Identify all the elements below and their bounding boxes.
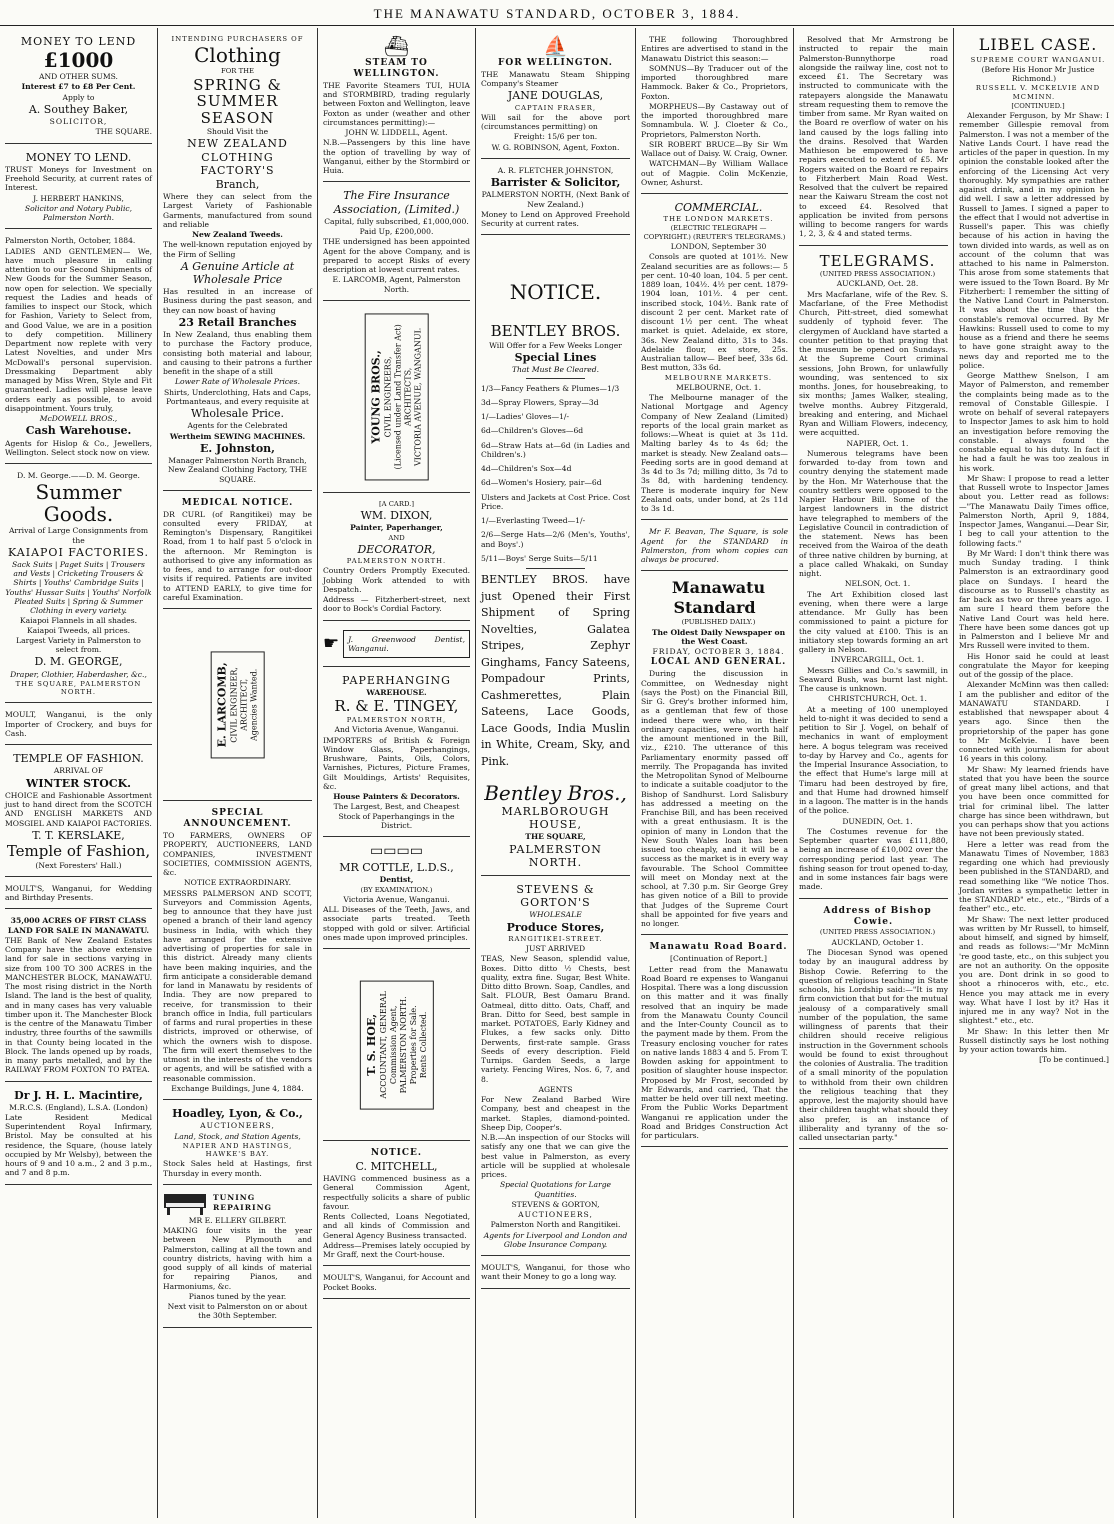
card-line: Rents Collected. [418,1011,428,1079]
card-line: YOUNG BROS., [369,350,383,444]
genuine: A Genuine Article at Wholesale Price [180,259,295,286]
for-the: FOR THE [221,67,254,76]
cottle: MR COTTLE, L.D.S., [339,861,454,875]
card-line: Agencies Wanted. [249,669,259,742]
mitchell-notice: NOTICE. [370,1148,423,1159]
money-amount: £1000 [43,48,114,73]
dentist: Dentist, [379,875,414,885]
road-continued [799,28,948,246]
ladies-warehouse: Cash Warehouse. [25,424,132,438]
next-text: Mr Shaw: The next letter produced was written by Mr Russell, to himself, about himself, and signed by himself, and reads as follows:—"Mr McMinn 're good taste, etc., on this subject you are not an authority. On the opposite you are. Dont drink in so good to shoot a rhinoceros with, etc., etc. Hence you may attack me in every way. What have I lost by it? Has it injured me in any way? Not in the slightest." etc., etc. [959,914,1109,1026]
intro-text: Resolved that Mr Armstrong be instructed to repair the main Palmerston-Bunnythorpe road alongside the railway line, cost not to exceed £1. The Secretary was instructed to communicate with the ratepayers alongside the Manawatu stream requesting them to remove the timber from same. Mr Ryan waited on the Board re overflow of water on his land caused by the logs falling into the drains. Resolved that Warden Mathieson be empowered to have repairs executed to extent of £5. Mr Rogers waited on the Board re repairs to Fitzherbert Main Road West. Resolved that the culvert be repaired near the Kaiwaru Stream the cost not to exceed £4. Resolved that application be invited from persons willing to become rangers for wards 1, 2, 3, & 4 and stated terms. [799,35,948,239]
ladies-ad [5,229,152,464]
moult2-text: MOULT'S, Wanganui, for Wedding and Birthday Presents. [5,883,152,902]
letter-text: Here a letter was read from the Manawatu Times of November, 1883 regarding one which had previously been published in the STANDARD, and read something like "We notice Thos. Jordan writes a sympathetic letter in the STANDARD" etc., etc., "Birds of a feather" etc., etc. [959,839,1109,914]
card-line: ARCHITECTS, [403,367,413,427]
published: (PUBLISHED DAILY.) [681,618,756,627]
decorator: DECORATOR, [357,542,436,556]
line-6: 6d—Women's Hosiery, pair—6d [481,478,602,488]
temple-stock: WINTER STOCK. [26,776,131,790]
macintire-ad [5,1082,152,1185]
sailing-ship-icon: ⛵ [543,34,568,58]
johnston: E. Johnston, [199,441,276,455]
fire-agent: E. LARCOMB, Agent, Palmerston North. [332,275,461,294]
temple-name: T. T. KERSLAKE, [32,828,125,842]
ladies-agents: Agents for Hislop & Co., Jewellers, Wellington. Select stock now on view. [5,438,152,457]
arrived: JUST ARRIVED [525,944,586,954]
next-visit: Next visit to Palmerston on or about the 30th September. [167,1302,308,1321]
standard-header [641,571,788,935]
barrister-ad [481,159,630,235]
nb-text: N.B.—An inspection of our Stocks will satisfy any one that we can give the best value in Palmerston, as every article will be supplied at wholesale prices. [481,1133,630,1180]
moult3: MOULT'S, Wanganui, for Account and Pocket Books. [323,1273,470,1292]
barrister-place: PALMERSTON NORTH, (Next Bank of New Zealand.) [481,190,630,209]
lower: Lower Rate of Wholesale Prices. [174,377,300,387]
branches-text: In New Zealand, thus enabling them to purchase the Factory produce, consisting both material and labour, and causing to their patrons a further benefit in the shape of a still [163,330,312,377]
gilbert-ad [163,1185,312,1328]
road-board [641,935,788,1147]
card-line: PALMERSTON NORTH. [398,996,408,1094]
foxton-ad [481,28,630,159]
line-0: 1/3—Fancy Feathers & Plumes—1/3 [481,383,620,393]
mac-text: Late Resident Medical Superintendent Royal Infirmary, Bristol. May be consulted at his residence, the Square, (house lately occupied by Mr Welsby), between the hours of 9 and 10 a.m., 2 and 3 p.m., and 7 and 8 p.m. [5,1112,152,1178]
visit: Should Visit the [206,127,269,137]
land-text: THE Bank of New Zealand Estates Company have the above extensive land for sale in sections varying in size from 100 TO 300 ACRES in the MANCHESTER BLOCK, MANAWATU. The most rising district in the North Island. The land is the best of quality, and in many cases has very valuable timber upon it. The Manchester Block is the centre of the Manawatu Timber industry, three fourths of the sawmills in that County being located in the Block. The lands opened up by roads, in many parts metalled, and by the RAILWAY FROM FOXTON TO PATEA. [5,935,152,1075]
dixon-address: Address — Fitzherbert-street, next door to Bock's Cordial Factory. [323,595,470,614]
mitchell: C. MITCHELL, [355,1160,438,1174]
temple-text: CHOICE and Fashionable Assortment just to hand direct from the SCOTCH AND ENGLISH MARKETS AND MOSGIEL AND KAIAPOI FACTORIES. [5,790,152,828]
season: SPRING & SUMMER SEASON [193,75,282,127]
steam-text: THE Favorite Steamers TUI, HUIA and STORMBIRD, trading regularly between Foxton and Wellington, leave Foxton as under (weather and other circumstances permitting):— [323,80,470,127]
hoe-card [323,949,470,1141]
summer-ad [5,464,152,703]
gilbert: MR E. ELLERY GILBERT. [188,1215,287,1225]
piano-icon [163,1191,207,1215]
invercargill-text: Messrs Gillies and Co.'s sawmill, in Seaward Bush, was burnt last night. The cause is unknown. [799,665,948,694]
line-10: 5/11—Boys' Serge Suits—5/11 [481,553,598,563]
johnston-name: A. R. FLETCHER JOHNSTON, [497,165,614,175]
steamer-icon: ⛴ [383,34,410,58]
dixon-place: PALMERSTON NORTH. [346,557,447,565]
special-to: TO FARMERS, OWNERS OF PROPERTY, AUCTIONEERS, LAND COMPANIES, INVESTMENT SOCIETIES, COMMISSION AGENTS, &c. [163,831,312,878]
ward-text: By Mr Ward: I don't think there was much Sunday trading. I think Palmerston is an extraordinary good place on Sundays. I heard the discourse as to Russell's chastity as far back as two or three years ago. I am sure I heard them before the Native Land Court was held here. There have been some dances got up in Palmerston and I believe Mr and Mrs Russell were invited to them. [959,548,1109,651]
tingey: R. & E. TINGEY, [334,697,459,716]
moult4: MOULT'S, Wanganui, for those who want their Money to go a long way. [481,1263,630,1282]
sg-role: AUCTIONEERS, [518,1210,593,1220]
hoadley-place: NAPIER AND HASTINGS, HAWKE'S BAY. [182,1141,293,1159]
shirts: Shirts, Underclothing, Hats and Caps, Portmanteaus, and every requisite at [163,387,312,406]
money-name: A. Southey Baker, [28,102,129,116]
dentist-sign: J. Greenwood Dentist, Wanganui. [343,630,470,659]
medical-ad [163,491,312,609]
gilbert-text: MAKING four visits in the year between New Plymouth and Palmerston, calling at all the town and country districts, having with him a good supply of all kinds of material for repairing Pianos, and Harmoniums, &c. [163,1226,312,1291]
temple-arrival: ARRIVAL OF [53,766,104,776]
wertheim: Wertheim SEWING MACHINES. [169,431,306,441]
bruce: SIR ROBERT BRUCE—By Sir Wm Wallace out of Daisy. W. Craig, Owner. [641,139,788,158]
line-7: Ulsters and Jackets at Cost Price. Cost Price. [481,492,630,511]
column-6 [794,28,954,1518]
intending: INTENDING PURCHASERS OF [171,35,304,43]
column-2 [158,28,318,1518]
card-line: CIVIL ENGINEERS, [383,356,393,438]
moult2-ad [5,877,152,910]
auckland-text: Mrs Macfarlane, wife of the Rev. S. Macfarlane, of the Free Methodist Church, Pitt-street, died somewhat suddenly of typhoid fever. The clergymen of Auckland have started a counter petition to that praying that the museum be opened on Sundays. At the Supreme Court criminal sessions, John Brown, for unlawfully wounding, was sentenced to six months. Jones, for housebreaking, to six months; James Walker, stealing, twelve months. Aubrey Fitzgerald, breaking and entering, and Michael Ryan and William Flowers, indecency, were acquitted. [799,289,948,438]
cottle-ad [323,837,470,949]
ladies-date: Palmerston North, October, 1884. [5,236,136,246]
continued: [CONTINUED.] [1011,101,1065,110]
liddell: JOHN W. LIDDELL, Agent. [345,128,448,138]
money-ad [5,28,152,144]
continuation: [Continuation of Report.] [670,954,767,964]
special-date: Exchange Buildings, June 4, 1884. [171,1083,304,1093]
pointing-hand-icon: ☛ [323,632,340,654]
teeth-icon: ▭▭▭▭ [370,843,423,859]
medical-title: MEDICAL NOTICE. [181,497,294,508]
george-place: THE SQUARE, PALMERSTON NORTH. [15,679,142,697]
land-ad [5,909,152,1081]
london-markets: THE LONDON MARKETS. [663,215,774,224]
honor-text: His Honor said he could at least congratulate the Mayor for keeping out of the gossip of the place. [959,651,1109,680]
dixon: WM. DIXON, [360,509,433,523]
cottle-text: ALL Diseases of the Teeth, Jaws, and associate parts treated. Teeth stopped with gold or silver. Artificial ones made upon improved principles. [323,905,470,942]
wholesale: WHOLESALE [529,910,582,920]
special-ad [163,801,312,1100]
libel-title: LIBEL CASE. [978,35,1098,54]
young-card [323,301,470,493]
money-title: MONEY TO LEND [20,35,137,48]
bentley-notice: NOTICE. [509,280,602,305]
money-place: THE SQUARE. [95,127,152,137]
cottle-place: Victoria Avenue, Wanganui. [343,894,450,904]
sg-agents: Agents for Liverpool and London and Globe Insurance Company. [483,1230,628,1249]
line-3: 6d—Children's Gloves—6d [481,426,584,436]
special-title: SPECIAL ANNOUNCEMENT. [183,808,292,830]
special-text: MESSRS PALMERSON AND SCOTT, Surveyors and Commission Agents, beg to announce that they have just opened a branch of their land agency business in India, with which they have arranged for the extensive advertising of properties for sale in this district. Already many clients have been making inquiries, and the firm anticipate a considerable demand for land in Manawatu by residents of India. They are now prepared to receive, for transmission to their branch office in India, full particulars of farms and rural properties in these districts, improved or otherwise, of which the owners wish to dispose. The firm will exert themselves to the utmost in the interests of the vendors or agents, and will be satisfied with a reasonable commission. [163,888,312,1083]
somnus: SOMNUS—By Traducer out of the imported thoroughbred mare Hammock. Baker & Co., Proprietors, Foxton. [641,63,788,101]
robinson: W. G. ROBINSON, Agent, Foxton. [491,142,620,152]
to-be-continued: [To be continued.] [1039,1055,1109,1065]
card-line: Properties for Sale. [408,1005,418,1085]
address-assoc: (UNITED PRESS ASSOCIATION.) [819,928,936,937]
local-text: During the discussion in Committee, on Wednesday night (says the Post) on the Financial Bill, Sir G. Grey's brother informed him, as a gentleman that few of those indeed there were who, in their ordinary capacities, were worth half the amount mentioned in the Bill, viz., £210. The utterance of this Parliamentary enormity passed off merrily. The Propaganda has invited the Metropolitan Synod of Melbourne to indicate a suitable coadjutor to the Bishop of Sandhurst. Lord Salisbury has addressed a meeting on the Franchise Bill, and has been received with a great enthusiasm. It is the opinion of many in London that the New South Wales loan has been issued too cheaply, and it will be a success as the market is in every way favourable. The School Committee will meet on Monday next at the school, at 7.30 p.m. Sir George Grey has given notice of a Bill to provide that Judges of the Supreme Court shall be appointed for five years and no longer. [641,669,788,929]
tuning: TUNING [213,1193,256,1203]
nz-clothing: NEW ZEALAND CLOTHING FACTORY'S [187,137,288,177]
lend-ad [5,144,152,230]
hoadley: Hoadley, Lyon, & Co., [172,1107,303,1121]
dixon-and: AND [388,533,405,542]
foxton-text: THE Manawatu Steam Shipping Company's Steamer [481,69,630,89]
card-line: T. S. HOE, [364,1014,378,1076]
barrister: Barrister & Solicitor, [490,176,621,190]
telegraph: (ELECTRIC TELEGRAPH — COPYRIGHT.) (REUTER'S TELEGRAMS.) [643,224,786,241]
press-assoc: (UNITED PRESS ASSOCIATION.) [819,270,936,278]
dixon-role: Painter, Paperhanger, [350,523,443,533]
lend-role: Solicitor and Notary Public, Palmerston North. [24,203,133,223]
agents-head: AGENTS [538,1084,573,1094]
foxton-title: FOR WELLINGTON. [498,58,613,68]
mcminn-more: Mr Shaw: My learned friends have stated that you have been the source of great many libel actions, and that you have been once committed for trial for criminal libel. The latter charge has since been withdrawn, but you can perhaps show that you actions have not been previously stated. [959,764,1109,839]
wholesale: Wholesale Price. [190,407,285,421]
fire-text: THE undersigned has been appointed Agent for the above Company, and is prepared to accept Risks of every description at lowest current rates. [323,237,470,275]
stevens: STEVENS & GORTON'S [516,883,595,910]
ladies-text: LADIES AND GENTLEMEN— We, have much pleasure in calling attention to our Second Shipments of New Goods for the Summer Season, now open for selection. We specially request the Ladies and heads of families to inspect our Stock, which for Fashion, Variety to Select from, and Good Value, we are in a position to defy competition. Millinery Department now replete with very Latest Novelties, and under Mrs McDowall's personal supervision. Dressmaking Department ably managed by Miss Wren, Style and Fit guaranteed. Ladies will please leave orders early as possible, to avoid disappointment. Yours truly, [5,246,152,413]
column-4 [476,28,636,1518]
tingey-ad [323,667,470,837]
money-sub: AND OTHER SUMS. [39,72,118,82]
mac-title: Dr J. H. L. Macintire, [14,1088,143,1102]
summer-arrival: Arrival of Large Consignments from the [8,526,149,545]
young-rotated [365,313,429,480]
morpheus: MORPHEUS—By Castaway out of the imported thoroughbred mare Somnambula. W. J. Cloeter & Co., Proprietors, Palmerston North. [641,101,788,139]
temple-hall: (Next Foresters' Hall.) [35,860,122,870]
captain: CAPTAIN FRASER, [514,103,597,112]
bentley-script: Bentley Bros., [484,781,627,806]
summer-flannels: Kaiapoi Flannels in all shades. Kaiapoi Tweeds, all prices. [19,616,138,635]
card-line: CIVIL ENGINEER, [229,667,239,744]
dixon-text: Country Orders Promptly Executed. Jobbing Work attended to with Despatch. [323,566,470,594]
steam-title: STEAM TO WELLINGTON. [353,58,440,79]
hoadley-sub: Land, Stock, and Station Agents, [174,1131,301,1141]
card-line: E. LARCOMB, [215,662,229,748]
pianos: Pianos tuned by the year. [188,1291,287,1301]
watchman: WATCHMAN—By William Wallace out of Magpie. Colin McKenzie, Owner, Ashurst. [641,159,788,187]
beavan-notice [641,520,788,571]
summer-variety: Largest Variety in Palmerston to select from. [16,635,141,655]
invercargill-date: INVERCARGILL, Oct. 1. [831,655,924,665]
lend-text: TRUST Moneys for Investment on Freehold Security, at current rates of Interest. [5,164,152,193]
summer-items: Sack Suits | Paget Suits | Trousers and Vests | Cricketing Trousers & Shirts | Youths' Cambridge Suits | Youths' Hussar Suits | Youths' Norfolk Pleated Suits | Spring & Summer Clothing in every variety. [5,559,152,616]
telegrams-section [799,246,948,899]
lend-title: MONEY TO LEND. [25,150,132,164]
lend-name: J. HERBERT HANKINS, [33,193,124,203]
george-name: D. M. GEORGE, [34,655,123,669]
london-text: Consols are quoted at 101½. New Zealand securities are as follows:— 5 per cent. 10-40 loan, 104. 5 per cent. 1889 loan, 104½. 4½ per cent. 1879-1904 loan, 101½. 4 per cent. inscribed stock, 104½. Bank rate of discount 2 per cent. Market rate of discount 1½ per cent. The wheat market is quiet. Adelaide, ex store, 36s. New Zealand ditto, 31s to 34s. Adelaide flour, ex store, 25s. Australian tallow— Beef beef, 33s 6d. Best mutton, 33s 6d. [641,252,788,373]
quotations: Special Quotations for Large Quantities. [499,1180,612,1199]
column-3 [318,28,476,1518]
palmerston: PALMERSTON NORTH. [509,842,602,869]
libel-section [959,28,1109,1071]
napier-text: Numerous telegrams have been forwarded to-day from town and country denying the statement made by the Hon. Mr Waterhouse that the country settlers were opposed to the Napier Harbour Bill. Some of the largest landowners in the district have telegraphed to members of the Legislative Council in contradiction of the statement. News has been received from the Wairoa of the death of three native children by burning, at a place called Whakaki, on Sunday night. [799,448,948,579]
card-line: VICTORIA AVENUE, WANGANUI. [413,327,423,466]
tingey-largest: The Largest, Best, and Cheapest Stock of Paperhangings in the District. [333,802,460,830]
moult4-ad [481,1256,630,1289]
thoroughbred-ad [641,28,788,194]
bentley-text: BENTLEY BROS. have just Opened their First Shipment of Spring Novelties, Galatea Stripes, Zephyr Ginghams, Fancy Sateens, Pompadour Prints, Cashmerettes, Plain Sateens, Lace Goods, Lace Goods, India Muslin in White, Cream, Sky, and Pink. [481,573,630,768]
agents: Agents for the Celebrated [187,421,288,431]
exam: (BY EXAMINATION.) [360,885,433,894]
moult-ad [5,703,152,745]
moult3-ad [323,1266,470,1299]
the-square: THE SQUARE, [525,832,586,842]
road-text: Letter read from the Manawatu Road Board re expenses to Wanganui Hospital. There was a long discussion on this matter and it was finally resolved that an inquiry be made from the Manawatu County Council and the Inter-County Council as to the payment made by them. From the Treasury enclosing voucher for rates on native lands 1883 4 and 5. From T. Bowden asking for appointment to position of slaughter house inspector. Proposed by Mr Frost, seconded by Mr Edwards, and carried, That the matter be held over till next meeting. From the Public Works Department Wanganui re application under the Road and Bridges Construction Act for particulars. [641,964,788,1141]
larcomb-card [163,609,312,801]
arrived-list: TEAS, New Season, splendid value, Boxes. Ditto ditto ½ Chests, best quality, extra fine. Sugar, Best White. Ditto ditto Brown. Soap, Candles, and Salt. FLOUR, Best Oamaru Brand. Oatmeal, ditto ditto. Oats, Chaff, and Bran. Ditto for Seed, best sample in market. POTATOES, Early Kidney and Flukes, a few sacks only. Ditto Derwents, first-rate sample. Grass Seeds of every description. Field Turnips. Garden Seeds, a large variety. Fencing Wires, Nos. 6, 7, and 8. [481,954,630,1084]
commercial: COMMERCIAL. [674,201,763,214]
hoe-rotated [360,980,434,1109]
paperhanging: PAPERHANGING [342,674,451,688]
dixon-ad [323,493,470,621]
card-line: ARCHITECT, [239,679,249,732]
agents-text: For New Zealand Barbed Wire Company, best and cheapest in the market. Staples, diamond-pointed. Sheep Dip, Cooper's. [481,1095,630,1132]
tweeds: New Zealand Tweeds. [192,230,283,240]
genuine-text: Has resulted in an increase of Business during the past season, and they can now boast of having [163,287,312,315]
nelson-date: NELSON, Oct. 1. [844,579,911,589]
fire-paid: Paid Up, £200,000. [359,227,434,237]
address-title: Address of Bishop Cowie. [823,905,932,927]
standard-title: Manawatu Standard [671,578,766,617]
fire-ad [323,182,470,300]
fire-title: The Fire Insurance Association, (Limited.) [333,189,460,216]
mcminn-text: Alexander McMinn was then called: I am the publisher and editor of the MANAWATU STANDARD. I established that newspaper about 4 years ago. Since then the proprietorship of the paper has gone to Mr McKelvie. I have been connected with journalism for about 16 years in this colony. [959,680,1109,764]
parties: RUSSELL V. MCKELVIE AND MCMINN. [975,84,1101,101]
manawatu-road: Manawatu Road Board. [649,942,788,953]
money-role: SOLICITOR, [49,117,108,127]
tingey-and: And Victoria Avenue, Wanganui. [334,725,459,735]
oldest: The Oldest Daily Newspaper on the West Coast. [651,627,786,646]
hoadley-text: Stock Sales held at Hastings, first Thursday in every month. [163,1159,312,1178]
napier-date: NAPIER, Oct. 1. [846,438,909,448]
masthead: THE MANAWATU STANDARD, OCTOBER 3, 1884. [0,0,1114,26]
card-line: (Licensed under Land Transfer Act) [393,324,403,470]
money-interest: Interest £7 to £8 Per Cent. [21,82,136,92]
fire-capital: Capital, fully subscribed, £1,000,000. [324,216,469,226]
bentley-offer: Will Offer for a Few Weeks Longer [489,340,622,350]
line-9: 2/6—Serge Hats—2/6 (Men's, Youths', and Boys'.) [481,530,630,549]
steam-ad [323,28,470,182]
branches: 23 Retail Branches [178,315,297,329]
bentley-ad [481,235,630,876]
melbourne-date: MELBOURNE, Oct. 1. [675,382,762,392]
stevens-ad [481,876,630,1256]
line-4: 6d—Straw Hats at—6d (in Ladies and Children's.) [481,440,630,459]
mitchell-services: Rents Collected, Loans Negotiated, and all kinds of Commission and General Agency Business transacted. [323,1212,470,1240]
land-title: 35,000 ACRES OF FIRST CLASS LAND FOR SALE IN MANAWATU. [7,916,150,935]
final-text: Mr Shaw: In this letter then Mr Russell distinctly says he lost nothing by your action towards him. [959,1026,1109,1055]
mac-sub: M.R.C.S. (England), L.S.A. (London) [9,1102,148,1112]
tingey-text: IMPORTERS of British & Foreign Window Glass, Paperhangings, Brushware, Paints, Oils, Colors, Varnishes, Pictures, Picture Frames, Gilt Mouldings, Artists' Requisites, &c. [323,735,470,791]
dentist-sign-ad [323,621,470,668]
address-date: AUCKLAND, October 1. [831,937,924,947]
notice-extra: NOTICE EXTRAORDINARY. [183,878,291,888]
commercial-section [641,194,788,520]
foxton-sail: Will sail for the above port (circumstances permitting) on [481,112,630,132]
court: SUPREME COURT WANGANUI. [970,55,1106,64]
summer-title: Summer Goods. [35,480,122,527]
rangitikei: RANGITIKEI-STREET. [508,934,603,943]
address-text: The Diocesan Synod was opened today by an inaugural address by Bishop Cowie. Referring to the question of religious teaching in State schools, his Lordship said:—"It is my firm conviction that but for the mutual jealousy of a comparatively small number of the population, the same willingness of parents that their children should receive religious instruction in the Government schools would be found to exist throughout the colonies of Australia. The tradition of a small minority of the population to withhold from their own children the religious teaching that they approve, lest the majority should have their children taught what should they also prefer, is an instance of illiberality and tyranny of the so-called unsectarian party." [799,948,948,1142]
line-2: 1/—Ladies' Gloves—1/- [481,412,570,422]
melbourne-text: The Melbourne manager of the National Mortgage and Agency Company of New Zealand (Limited) reports of the local grain market as follows:—Wheat is quiet at 3s 11d. Malting barley 4s to 4s 6d; the market is steady. New Zealand oats—Feeding sorts are in good demand at 3s 4d to 3s 7d; milling ditto, 3s 7d to 3s 8d, with hardening tendency. There is moderate inquiry for New Zealand oats, under bond, at 2s 11d to 3s 1d. [641,393,788,514]
branch: Branch, [215,177,260,191]
snelson: George Matthew Snelson, I am Mayor of Palmerston, and remember the complaints being made as to the removal of Constable Gillespie. I wrote on behalf of several ratepayers to Inspector James to ask him to hold an investigation before removing the constable. I always found the constable equal to his duty. In fact if he had a fault he was too zealous in his work. [959,371,1109,473]
card-line: ACCOUNTANT, GENERAL [378,991,388,1099]
george-role: Draper, Clothier, Haberdasher, &c., [10,669,147,679]
address-section [799,899,948,1150]
dunedin-text: The Costumes revenue for the September quarter was £111,880, being an increase of £10,002 over the corresponding period last year. The fishing season for trout opened to-day, and in some instances fair bags were made. [799,826,948,892]
medical-text: DR CURL (of Rangitikei) may be consulted every FRIDAY, at Remington's Dispensary, Rangitikei Road, from 1 to half past 5 o'clock in the afternoon. Mr Remington is authorised to give any information as to fees, and to arrange for out-door visits if required. Patients are invited to ATTEND EARLY, to give time for careful Examination. [163,509,312,602]
barrister-text: Money to Lend on Approved Freehold Security at current rates. [481,209,630,229]
summer-factories: KAIAPOI FACTORIES. [8,545,149,559]
dunedin-date: DUNEDIN, Oct. 1. [842,816,913,826]
hoadley-role: AUCTIONEERS, [200,1121,275,1131]
sg-name: STEVENS & GORTON, [511,1199,600,1209]
must-be: That Must Be Cleared. [511,365,600,375]
nelson-text: The Art Exhibition closed last evening, when there were a large attendance. Mr Gully has been commissioned to paint a picture for the city valued at £100. This is an initiatory step towards forming an art gallery in Nelson. [799,589,948,655]
clothing-title: Clothing [194,43,281,68]
clothing-ad [163,28,312,491]
moult-text: MOULT, Wanganui, is the only Importer of Crockery, and buys for Cash. [5,710,152,738]
george-line: D. M. George.——D. M. George. [17,471,140,480]
liddell-nb: N.B.—Passengers by this line have the option of travelling by way of Wanganui, either by the Stormbird or Huia. [323,138,470,176]
bentley: BENTLEY BROS. [490,322,621,341]
warehouse: WAREHOUSE. [366,688,427,698]
card-line: Commission Agent, [388,1005,398,1085]
column-1 [0,28,158,1518]
repairing: REPAIRING [213,1203,272,1213]
hoadley-ad [163,1100,312,1185]
christchurch-date: CHRISTCHURCH, Oct. 1. [828,694,927,704]
card: [A CARD.] [379,499,414,508]
london-date: LONDON, September 30 [670,242,767,252]
before: (Before His Honor Mr Justice Richmond.) [981,64,1095,84]
beavan-text: Mr F. Beavan, The Square, is sole Agent for the STANDARD in Palmerston, from whom copies can always be procured. [641,527,788,565]
christchurch-text: At a meeting of 100 unemployed held to-night it was decided to send a petition to Sir J. Vogel, on behalf of mechanics in want of employment here. A bogus telegram was received to-day by Harvey and Co., agents for the Imperial Insurance Association, to the effect that Hume's large mill at Timaru had been destroyed by fire, and that Hume had drowned himself in a lagoon. The matter is in the hands of the police. [799,704,948,816]
tingey-place: PALMERSTON NORTH, [346,715,447,724]
telegrams: TELEGRAMS. [819,251,936,270]
column-7 [954,28,1114,1518]
local: LOCAL AND GENERAL. [650,657,787,668]
column-5 [636,28,794,1518]
th-text: THE following Thoroughbred Entires are advertised to stand in the Manawatu District this season:— [641,35,788,63]
tweeds-text: The well-known reputation enjoyed by the Firm of Selling [163,240,312,259]
line-1: 3d—Spray Flowers, Spray—3d [481,397,599,407]
mitchell-address: Address—Premises lately occupied by Mr Graff, next the Court-house. [323,1240,470,1260]
larcomb-rotated [211,652,265,759]
special-lines: Special Lines [514,351,597,365]
temple-title: TEMPLE OF FASHION. [13,752,144,766]
ship-name: JANE DOUGLAS, [507,89,604,103]
libel-text: Alexander Ferguson, by Mr Shaw: I remember Gillespie removal from Palmerston. I was not a member of the Native Lands Court. I have read the articles of the paper in question. In my opinion the constable looked after the enforcing of the Licensing Act very thoroughly. My sympathies are rather against drink, and in my opinion he did well. I saw a letter addressed by Russell to James. I signed a paper to the effect that I would not advertise in Russell's paper. This was chiefly because of his action in having the town divided into wards, as well as on account of the column that was attached to his name in Palmerston. This arose from some statements that were issued to the Town Board. By Mr Fitzherbert: I remember the sitting of the Native Land Court in Palmerston. It was about the time that the constable's removal occurred. By Mr Hawkins: Russell used to come to my house as a friend and there he seems to have gone straight away to the news day and reported me to the police. [959,111,1109,370]
melbourne-markets: MELBOURNE MARKETS. [664,373,773,382]
house-painters: House Painters & Decorators. [333,792,460,801]
temple-ad [5,745,152,877]
money-apply: Apply to [62,92,95,102]
sg-place: Palmerston North and Rangitikei. [490,1220,621,1230]
temple-of: Temple of Fashion, [6,842,151,860]
johnston-role: Manager Palmerston North Branch, New Zealand Clothing Factory, THE SQUARE. [168,456,307,484]
ladies-firm: McDOWELL BROS., [39,414,118,424]
mitchell-ad [323,1141,470,1266]
line-5: 4d—Children's Sox—4d [481,464,572,474]
branch-text: Where they can select from the Largest Variety of Fashionable Garments, manufactured from sound and reliable [163,192,312,229]
friday: FRIDAY, OCTOBER 3, 1884. [652,647,785,657]
auckland-date: AUCKLAND, Oct. 28. [836,279,919,289]
shaw-text: Mr Shaw: I propose to read a letter that Russell wrote to Inspector James about you. Letter read as follows:—"The Manawatu Daily Times office, Palmerston North, April 9, 1884, Inspector James, Wanganui.—Dear Sir, I beg to call your attention to the following facts." [959,473,1109,548]
freight: Freight: 15/6 per ton. [513,132,598,142]
line-8: 1/—Everlasting Tweed—1/- [481,516,586,526]
produce: Produce Stores, [506,920,605,934]
mitchell-text: HAVING commenced business as a General Commission Agent, respectfully solicits a share of public favour. [323,1174,470,1211]
marlborough: MARLBOROUGH HOUSE, [501,805,610,832]
